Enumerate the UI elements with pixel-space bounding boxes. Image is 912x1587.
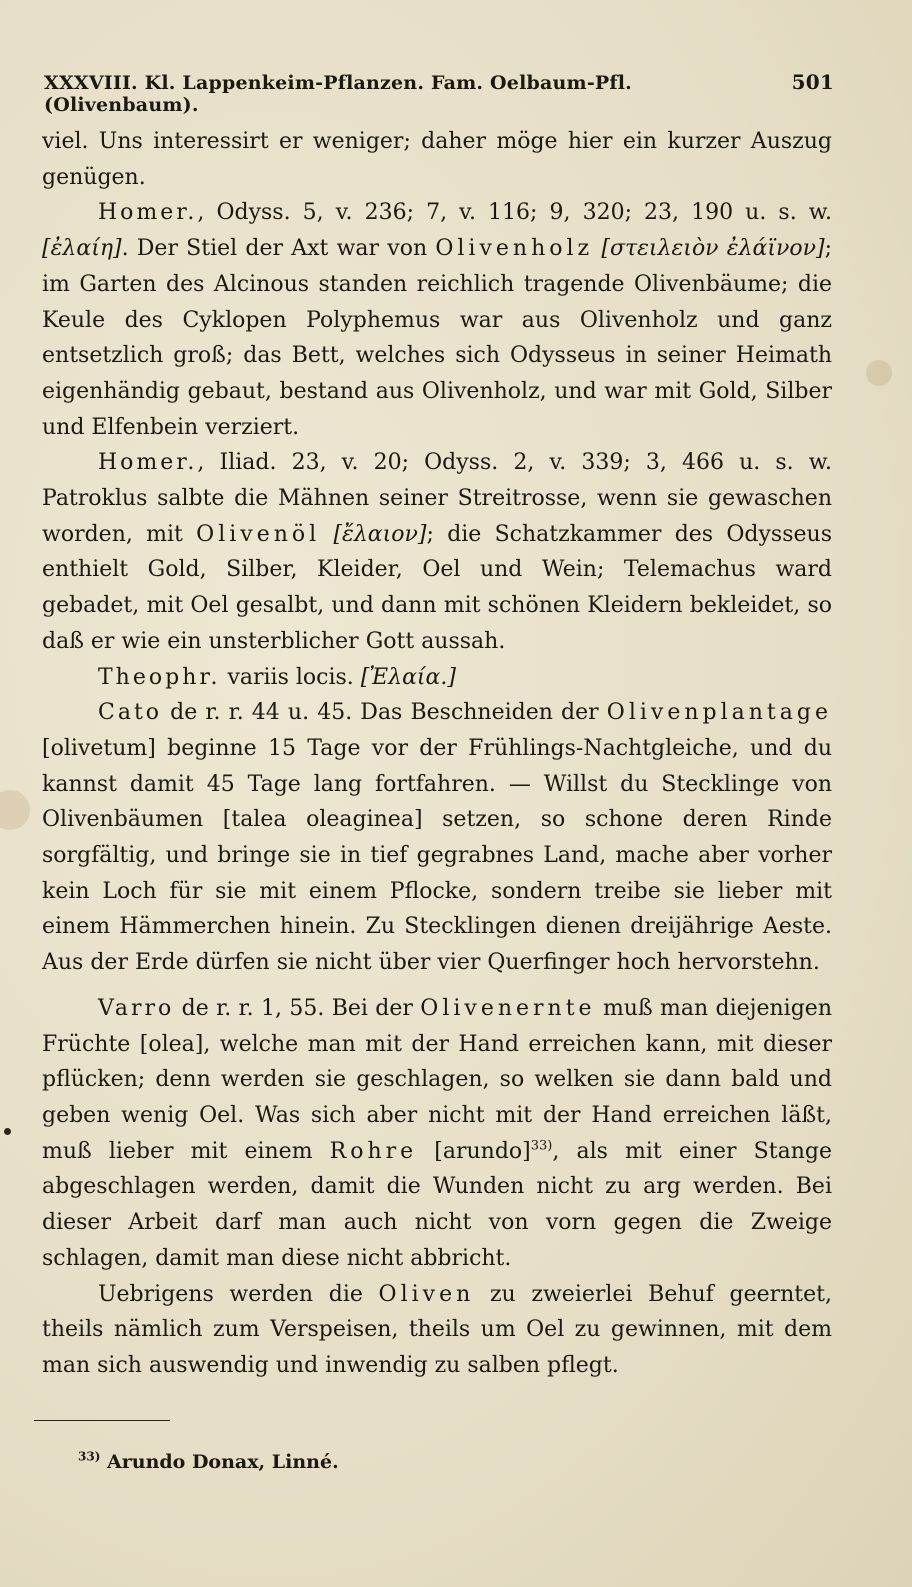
author-name: Homer. <box>98 450 198 476</box>
ink-dot <box>4 1128 11 1135</box>
page-number: 501 <box>791 70 834 94</box>
spaced-term: Olivenöl <box>196 521 321 547</box>
paper-stain <box>866 360 892 386</box>
footnote-text: Arundo Donax, Linné. <box>100 1451 339 1473</box>
footnote-divider <box>34 1420 170 1421</box>
footnote-reference[interactable]: 33) <box>530 1138 553 1154</box>
spaced-term: Olivenernte <box>420 995 596 1021</box>
footnote-mark: 33) <box>78 1449 101 1464</box>
spaced-term: Olivenplantage <box>606 700 832 726</box>
main-text <box>42 124 832 1384</box>
greek-term: [ἐλαίη] <box>42 236 122 262</box>
author-name: Varro <box>98 995 175 1021</box>
paragraph-theophrastus: Theophr. variis locis. [Ἐλαία.] <box>98 664 456 690</box>
paragraph-homer-iliad: Homer., Iliad. 23, v. 20; Odyss. 2, v. 339; 3, 466 u. s. w. Patroklus salbte die Mähnen seiner Streitrosse, wenn sie gewaschen worden, mit Olivenöl [ἔλαιον]; die Schatzkammer des Odysseus enthielt Gold, Silber, Kleider, Oel und Wein; Telemachus ward gebadet, mit Oel gesalbt, und dann mit schönen Kleidern bekleidet, so daß er wie ein unsterblicher Gott aussah. <box>42 450 832 654</box>
author-name: Homer. <box>98 200 198 226</box>
paragraph-varro: Varro de r. r. 1, 55. Bei der Olivenernte muß man diejenigen Früchte [olea], welche man mit der Hand erreichen kann, mit dieser pflücken; denn werden sie geschlagen, so welken sie dann bald und geben wenig Oel. Was sich aber nicht mit der Hand erreichen läßt, muß lieber mit einem Rohre [arundo]$^{33)}$, als mit einer Stange abgeschlagen werden, damit die Wunden nicht zu arg werden. Bei dieser Arbeit darf man auch nicht von vorn gegen die Zweige schlagen, damit man diese nicht abbricht. <box>42 995 832 1271</box>
footnote <box>78 1451 339 1473</box>
paragraph-closing: Uebrigens werden die Oliven zu zweierlei Behuf geerntet, theils nämlich zum Verspeisen, theils um Oel zu gewinnen, mit dem man sich auswendig und inwendig zu salben pflegt. <box>42 1281 832 1378</box>
author-name: Theophr. <box>98 664 221 690</box>
paragraph-intro: viel. Uns interessirt er weniger; daher möge hier ein kurzer Auszug genügen. <box>42 129 832 190</box>
header-title: XXXVIII. Kl. Lappenkeim-Pflanzen. Fam. Oelbaum-Pfl. (Olivenbaum). <box>44 72 632 116</box>
greek-term: [στειλειὸν ἐλάϊνον] <box>601 236 825 262</box>
paper-stain <box>0 790 30 830</box>
spaced-term: Olivenholz <box>435 236 594 262</box>
spaced-term: Rohre <box>329 1138 418 1164</box>
author-name: Cato <box>98 700 163 726</box>
greek-term: [Ἐλαία.] <box>360 664 456 690</box>
running-header <box>44 70 834 116</box>
spaced-term: Oliven <box>378 1281 475 1307</box>
paragraph-cato: Cato de r. r. 44 u. 45. Das Beschneiden der Olivenplantage [olivetum] beginne 15 Tage vor der Frühlings-Nachtgleiche, und du kannst damit 45 Tage lang fortfahren. — Willst du Stecklinge von Olivenbäumen [talea oleaginea] setzen, so schone deren Rinde sorgfältig, und bringe sie in tief gegrabnes Land, mache aber vorher kein Loch für sie mit einem Pflocke, sondern treibe sie lieber mit einem Hämmerchen hinein. Zu Stecklingen dienen dreijährige Aeste. Aus der Erde dürfen sie nicht über vier Querfinger hoch hervorstehn. <box>42 700 832 976</box>
paragraph-homer-odyssey: Homer., Odyss. 5, v. 236; 7, v. 116; 9, 320; 23, 190 u. s. w. [ἐλαίη]. Der Stiel der Axt war von Olivenholz [στειλειὸν ἐλάϊνον]; im Garten des Alcinous standen reichlich tragende Olivenbäume; die Keule des Cyklopen Polyphemus war aus Olivenholz und ganz entsetzlich groß; das Bett, welches sich Odysseus in seiner Heimath eigenhändig gebaut, bestand aus Olivenholz, und war mit Gold, Silber und Elfenbein verziert. <box>42 200 833 440</box>
greek-term: [ἔλαιον] <box>333 521 427 547</box>
